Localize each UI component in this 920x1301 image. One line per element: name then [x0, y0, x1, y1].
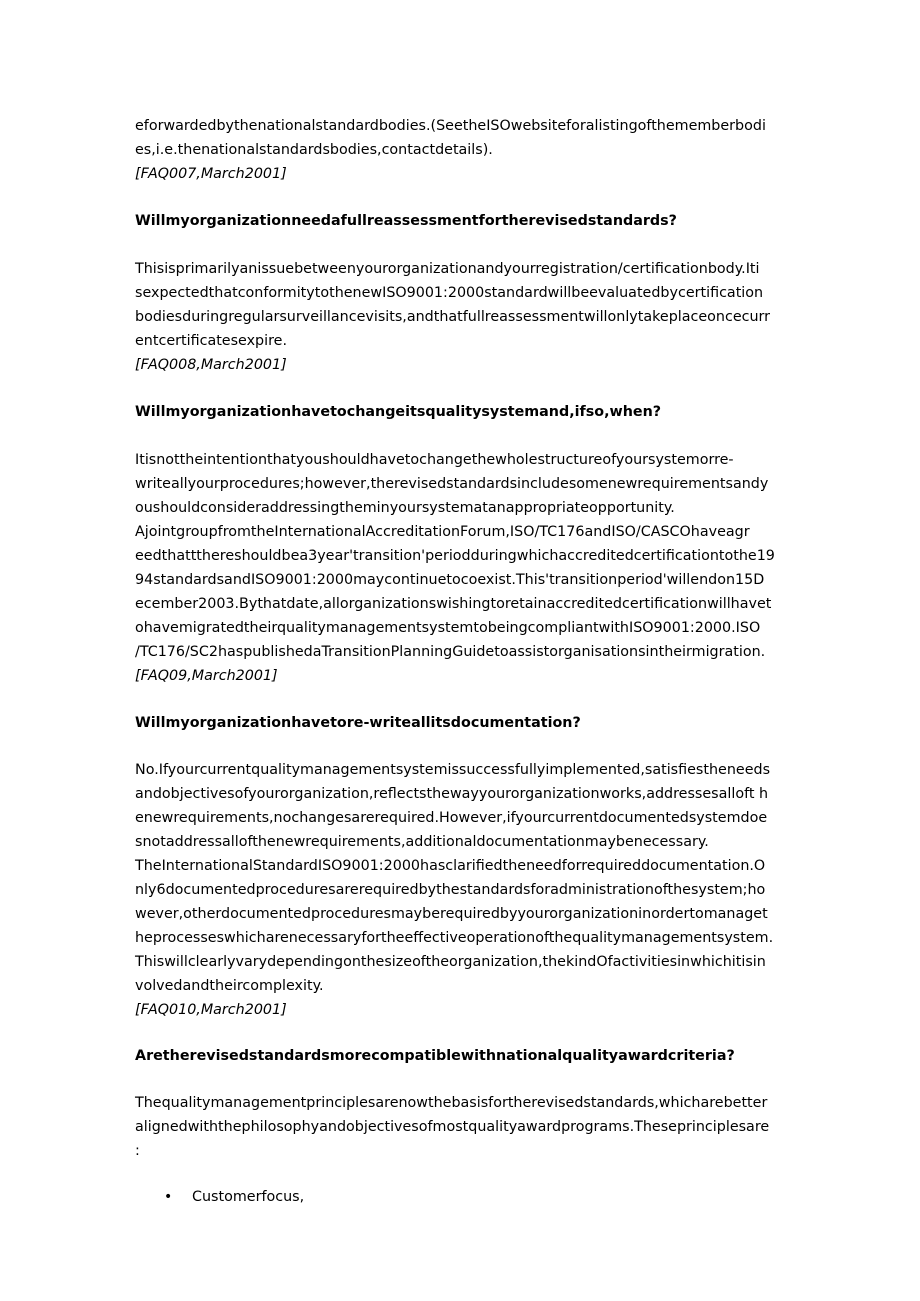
paragraph-line: snotaddressallofthenewrequirements,additionaldocumentationmaybenecessary.: [135, 834, 709, 850]
paragraph-line: :: [135, 1143, 140, 1159]
faq-reference: [FAQ008,March2001]: [135, 357, 287, 373]
paragraph-line: ohavemigratedtheirqualitymanagementsystemtobeingcompliantwithISO9001:2000.ISO: [135, 620, 761, 636]
paragraph-line: alignedwiththephilosophyandobjectivesofmostqualityawardprograms.Theseprinciplesare: [135, 1119, 770, 1135]
paragraph-line: volvedandtheircomplexity.: [135, 978, 324, 994]
paragraph-line: TheInternationalStandardISO9001:2000hasclarifiedtheneedforrequireddocumentation.O: [135, 858, 766, 874]
bullet-icon: •: [164, 1189, 173, 1205]
faq-reference: [FAQ09,March2001]: [135, 668, 278, 684]
paragraph-line: nly6documentedproceduresarerequiredbythestandardsforadministrationofthesystem;ho: [135, 882, 766, 898]
paragraph-line: writeallyourprocedures;however,therevisedstandardsincludesomenewrequirementsandy: [135, 476, 769, 492]
faq-question: Willmyorganizationhavetore-writeallitsdocumentation?: [135, 715, 581, 731]
faq-reference: [FAQ010,March2001]: [135, 1002, 287, 1018]
paragraph-line: enewrequirements,nochangesarerequired.However,ifyourcurrentdocumentedsystemdoe: [135, 810, 768, 826]
paragraph-line: 94standardsandISO9001:2000maycontinuetocoexist.This'transitionperiod'willendon15D: [135, 572, 765, 588]
paragraph-line: eforwardedbythenationalstandardbodies.(SeetheISOwebsiteforalistingofthememberbodi: [135, 118, 766, 134]
paragraph-line: oushouldconsideraddressingtheminyoursystematanappropriateopportunity.: [135, 500, 675, 516]
paragraph-line: Thisisprimarilyanissuebetweenyourorganizationandyourregistration/certificationbody.Iti: [135, 261, 760, 277]
paragraph-line: wever,otherdocumentedproceduresmayberequiredbyyourorganizationinordertomanaget: [135, 906, 768, 922]
paragraph-line: Thequalitymanagementprinciplesarenowthebasisfortherevisedstandards,whicharebetter: [135, 1095, 768, 1111]
faq-question: Aretherevisedstandardsmorecompatiblewithnationalqualityawardcriteria?: [135, 1048, 735, 1064]
paragraph-line: heprocesseswhicharenecessaryfortheeffectiveoperationofthequalitymanagementsystem.: [135, 930, 774, 946]
paragraph-line: Itisnottheintentionthatyoushouldhavetochangethewholestructureofyoursystemorre-: [135, 452, 734, 468]
paragraph-line: es,i.e.thenationalstandardsbodies,contactdetails).: [135, 142, 493, 158]
paragraph-line: No.Ifyourcurrentqualitymanagementsystemissuccessfullyimplemented,satisfiestheneeds: [135, 762, 771, 778]
paragraph-line: Thiswillclearlyvarydependingonthesizeoftheorganization,thekindOfactivitiesinwhichitisin: [135, 954, 766, 970]
paragraph-line: AjointgroupfromtheInternationalAccreditationForum,ISO/TC176andISO/CASCOhaveagr: [135, 524, 750, 540]
paragraph-line: entcertificatesexpire.: [135, 333, 288, 349]
list-item: Customerfocus,: [192, 1189, 305, 1205]
paragraph-line: eedthattthereshouldbea3year'transition'periodduringwhichaccreditedcertificationtothe19: [135, 548, 775, 564]
paragraph-line: andobjectivesofyourorganization,reflectsthewayyourorganizationworks,addressesalloft h: [135, 786, 769, 802]
paragraph-line: ecember2003.Bythatdate,allorganizationswishingtoretainaccreditedcertificationwillhavet: [135, 596, 772, 612]
faq-reference: [FAQ007,March2001]: [135, 166, 287, 182]
faq-question: Willmyorganizationhavetochangeitsqualitysystemand,ifso,when?: [135, 404, 662, 420]
paragraph-line: bodiesduringregularsurveillancevisits,andthatfullreassessmentwillonlytakeplaceoncecurr: [135, 309, 771, 325]
paragraph-line: /TC176/SC2haspublishedaTransitionPlanningGuidetoassistorganisationsintheirmigration.: [135, 644, 766, 660]
paragraph-line: sexpectedthatconformitytothenewISO9001:2000standardwillbeevaluatedbycertification: [135, 285, 764, 301]
faq-question: Willmyorganizationneedafullreassessmentfortherevisedstandards?: [135, 213, 677, 229]
